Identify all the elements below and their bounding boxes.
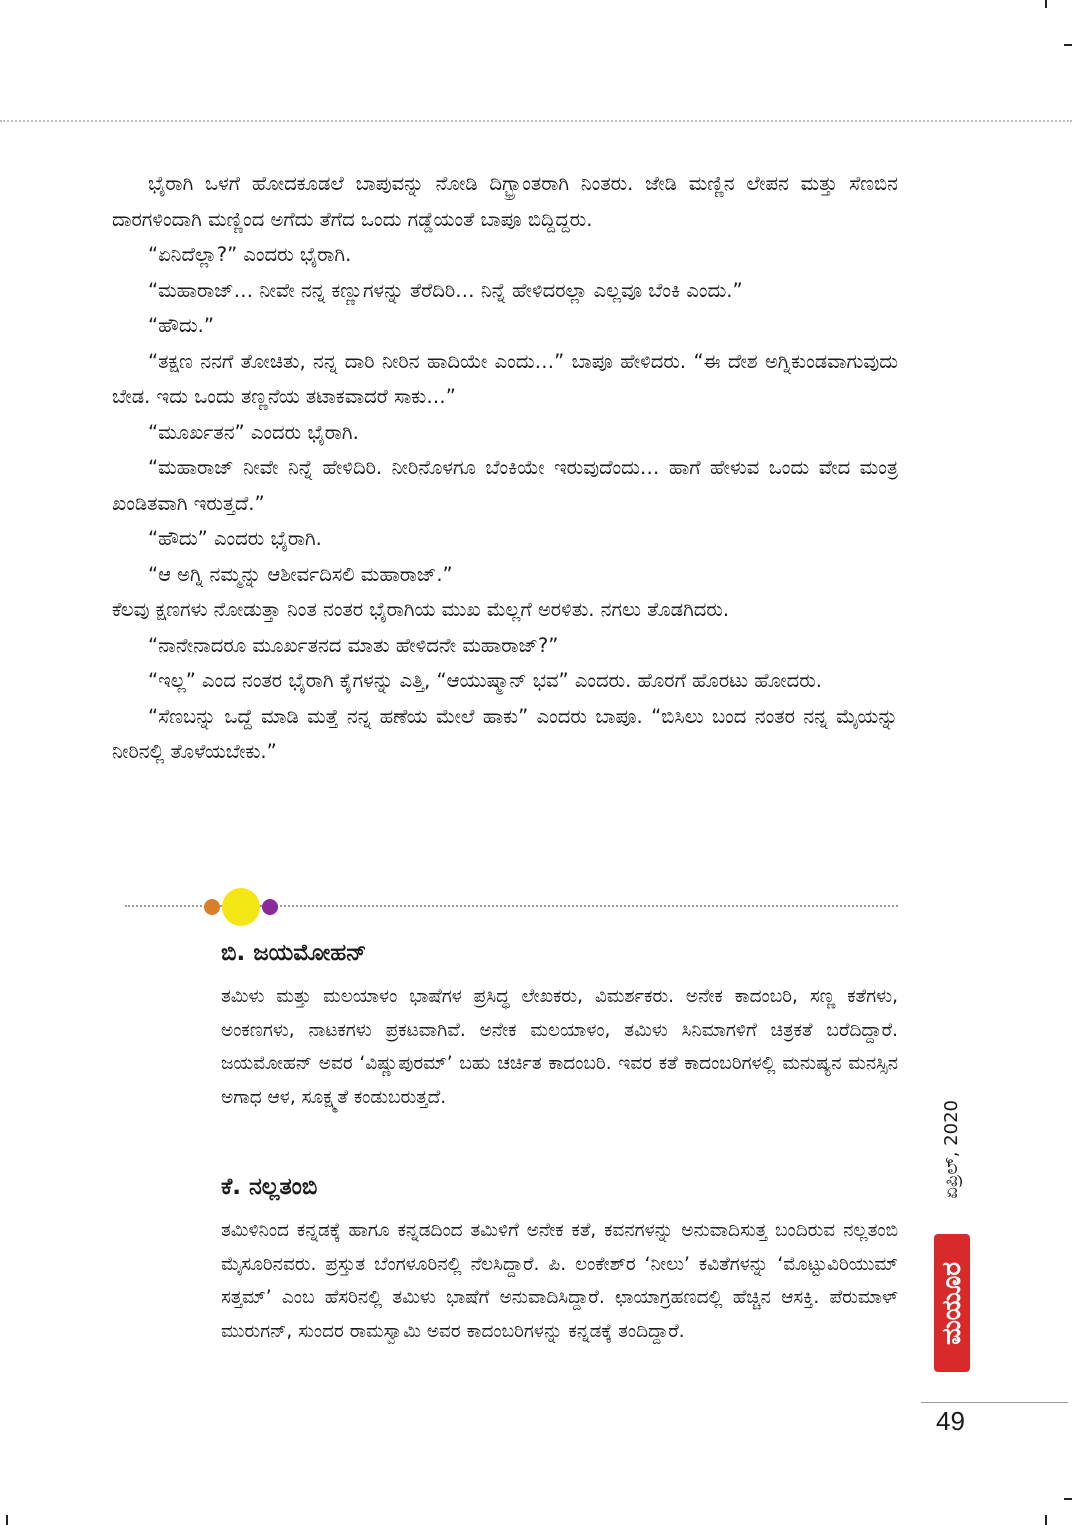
story-paragraph: “ಹೌದು” ಎಂದರು ಭೈರಾಗಿ. <box>148 527 322 550</box>
magazine-logo <box>934 1234 970 1372</box>
story-paragraph: ಭೈರಾಗಿ ಒಳಗೆ ಹೋದಕೂಡಲೆ ಬಾಪುವನ್ನು ನೋಡಿ ದಿಗ್ಭ್ರಾಂತರಾಗಿ ನಿಂತರು. ಜೇಡಿ ಮಣ್ಣಿನ ಲೇಪನ ಮತ್ತು ಸೆಣಬಿನ ದಾರಗಳಿಂದಾಗಿ ಮಣ್ಣಿಂದ ಅಗೆದು ತೆಗೆದ ಒಂದು ಗಡ್ಡೆಯಂತೆ ಬಾಪೂ ಬಿದ್ದಿದ್ದರು. <box>112 172 898 231</box>
story-text <box>112 166 898 770</box>
author-bio <box>221 938 898 1114</box>
story-paragraph: “ಹೌದು.” <box>148 314 214 337</box>
purple-dot-icon <box>262 899 278 915</box>
issue-date: ಏಪ್ರಿಲ್, 2020 <box>941 1100 962 1199</box>
crop-mark-right-bottom <box>1064 1498 1072 1500</box>
crop-mark-right-top <box>1064 44 1072 46</box>
story-paragraph: “ಮೂರ್ಖತನ” ಎಂದರು ಭೈರಾಗಿ. <box>148 420 359 444</box>
yellow-dot-icon <box>222 888 260 926</box>
story-paragraph: “ತಕ್ಷಣ ನನಗೆ ತೋಚಿತು, ನನ್ನ ದಾರಿ ನೀರಿನ ಹಾದಿಯೇ ಎಂದು…” ಬಾಪೂ ಹೇಳಿದರು. “ಈ ದೇಶ ಅಗ್ನಿಕುಂಡವಾಗುವುದು ಬೇಡ. ಇದು ಒಂದು ತಣ್ಣನೆಯ ತಟಾಕವಾದರೆ ಸಾಕು…” <box>112 349 898 408</box>
story-paragraph: “ಸೆಣಬನ್ನು ಒದ್ದೆ ಮಾಡಿ ಮತ್ತೆ ನನ್ನ ಹಣೆಯ ಮೇಲೆ ಹಾಕು” ಎಂದರು ಬಾಪೂ. “ಬಿಸಿಲು ಬಂದ ನಂತರ ನನ್ನ ಮೈಯನ್ನು ನೀರಿನಲ್ಲಿ ತೊಳೆಯಬೇಕು.” <box>112 704 898 763</box>
story-paragraph: “ಇಲ್ಲ” ಎಂದ ನಂತರ ಭೈರಾಗಿ ಕೈಗಳನ್ನು ಎತ್ತಿ, “ಆಯುಷ್ಮಾನ್ ಭವ” ಎಂದರು. ಹೊರಗೆ ಹೊರಟು ಹೋದರು. <box>148 669 822 692</box>
story-paragraph: “ಏನಿದೆಲ್ಲಾ?” ಎಂದರು ಭೈರಾಗಿ. <box>148 243 352 266</box>
story-paragraph: “ಮಹಾರಾಜ್ ನೀವೇ ನಿನ್ನೆ ಹೇಳಿದಿರಿ. ನೀರಿನೊಳಗೂ ಬೆಂಕಿಯೇ ಇರುವುದೆಂದು… ಹಾಗೆ ಹೇಳುವ ಒಂದು ವೇದ ಮಂತ್ರ ಖಂಡಿತವಾಗಿ ಇರುತ್ತದೆ.” <box>112 456 898 515</box>
story-paragraph: “ಮಹಾರಾಜ್… ನೀವೇ ನನ್ನ ಕಣ್ಣುಗಳನ್ನು ತೆರೆದಿರಿ… ನಿನ್ನೆ ಹೇಳಿದರಲ್ಲಾ ಎಲ್ಲವೂ ಬೆಂಕಿ ಎಂದು.” <box>148 278 743 302</box>
crop-mark-bottom-right <box>1045 1515 1047 1525</box>
translator-bio-text: ತಮಿಳಿನಿಂದ ಕನ್ನಡಕ್ಕೆ ಹಾಗೂ ಕನ್ನಡದಿಂದ ತಮಿಳಿಗೆ ಅನೇಕ ಕತೆ, ಕವನಗಳನ್ನು ಅನುವಾದಿಸುತ್ತ ಬಂದಿರುವ ನಲ್ಲತಂಬಿ ಮೈಸೂರಿನವರು. ಪ್ರಸ್ತುತ ಬೆಂಗಳೂರಿನಲ್ಲಿ ನೆಲಸಿದ್ದಾರೆ. ಪಿ. ಲಂಕೇಶ್‌ರ ‘ನೀಲು’ ಕವಿತೆಗಳನ್ನು ‘ಮೊಟ್ಟುವಿರಿಯುಮ್ ಸತ್ತಮ್’ ಎಂಬ ಹೆಸರಿನಲ್ಲಿ ತಮಿಳು ಭಾಷೆಗೆ ಅನುವಾದಿಸಿದ್ದಾರೆ. ಛಾಯಾಗ್ರಹಣದಲ್ಲಿ ಹೆಚ್ಚಿನ ಆಸಕ್ತಿ. ಪೆರುಮಾಳ್ ಮುರುಗನ್, ಸುಂದರ ರಾಮಸ್ವಾಮಿ ಅವರ ಕಾದಂಬರಿಗಳನ್ನು ಕನ್ನಡಕ್ಕೆ ತಂದಿದ್ದಾರೆ. <box>221 1220 898 1342</box>
story-paragraph: ಕೆಲವು ಕ್ಷಣಗಳು ನೋಡುತ್ತಾ ನಿಂತ ನಂತರ ಭೈರಾಗಿಯ ಮುಖ ಮೆಲ್ಲಗೆ ಅರಳಿತು. ನಗಲು ತೊಡಗಿದರು. <box>112 598 730 621</box>
magazine-logo-text: ಮಯೂರ <box>937 1261 967 1345</box>
author-bio-text: ತಮಿಳು ಮತ್ತು ಮಲಯಾಳಂ ಭಾಷೆಗಳ ಪ್ರಸಿದ್ಧ ಲೇಖಕರು, ವಿಮರ್ಶಕರು. ಅನೇಕ ಕಾದಂಬರಿ, ಸಣ್ಣ ಕತೆಗಳು, ಅಂಕಣಗಳು, ನಾಟಕಗಳು ಪ್ರಕಟವಾಗಿವೆ. ಅನೇಕ ಮಲಯಾಳಂ, ತಮಿಳು ಸಿನಿಮಾಗಳಿಗೆ ಚಿತ್ರಕತೆ ಬರೆದಿದ್ದಾರೆ. ಜಯಮೋಹನ್ ಅವರ ‘ವಿಷ್ಣುಪುರಮ್’ ಬಹು ಚರ್ಚಿತ ಕಾದಂಬರಿ. ಇವರ ಕತೆ ಕಾದಂಬರಿಗಳಲ್ಲಿ ಮನುಷ್ಯನ ಮನಸ್ಸಿನ ಅಗಾಧ ಆಳ, ಸೂಕ್ಷ್ಮತೆ ಕಂಡುಬರುತ್ತದೆ. <box>221 986 898 1108</box>
page-number: 49 <box>936 1406 965 1436</box>
translator-name: ಕೆ. ನಲ್ಲತಂಬಿ <box>221 1174 318 1200</box>
page-number-rule <box>921 1402 1068 1403</box>
crop-mark-left-bottom <box>6 1515 8 1525</box>
story-paragraph: “ಆ ಅಗ್ನಿ ನಮ್ಮನ್ನು ಆಶೀರ್ವದಿಸಲಿ ಮಹಾರಾಜ್.” <box>148 562 453 586</box>
crop-mark-top <box>1045 0 1047 8</box>
orange-dot-icon <box>204 899 220 915</box>
top-dotted-rule <box>0 120 1072 122</box>
section-divider <box>125 888 898 926</box>
story-paragraph: “ನಾನೇನಾದರೂ ಮೂರ್ಖತನದ ಮಾತು ಹೇಳಿದನೇ ಮಹಾರಾಜ್?” <box>148 633 559 657</box>
author-name: ಬಿ. ಜಯಮೋಹನ್ <box>221 940 367 966</box>
translator-bio <box>221 1172 898 1348</box>
